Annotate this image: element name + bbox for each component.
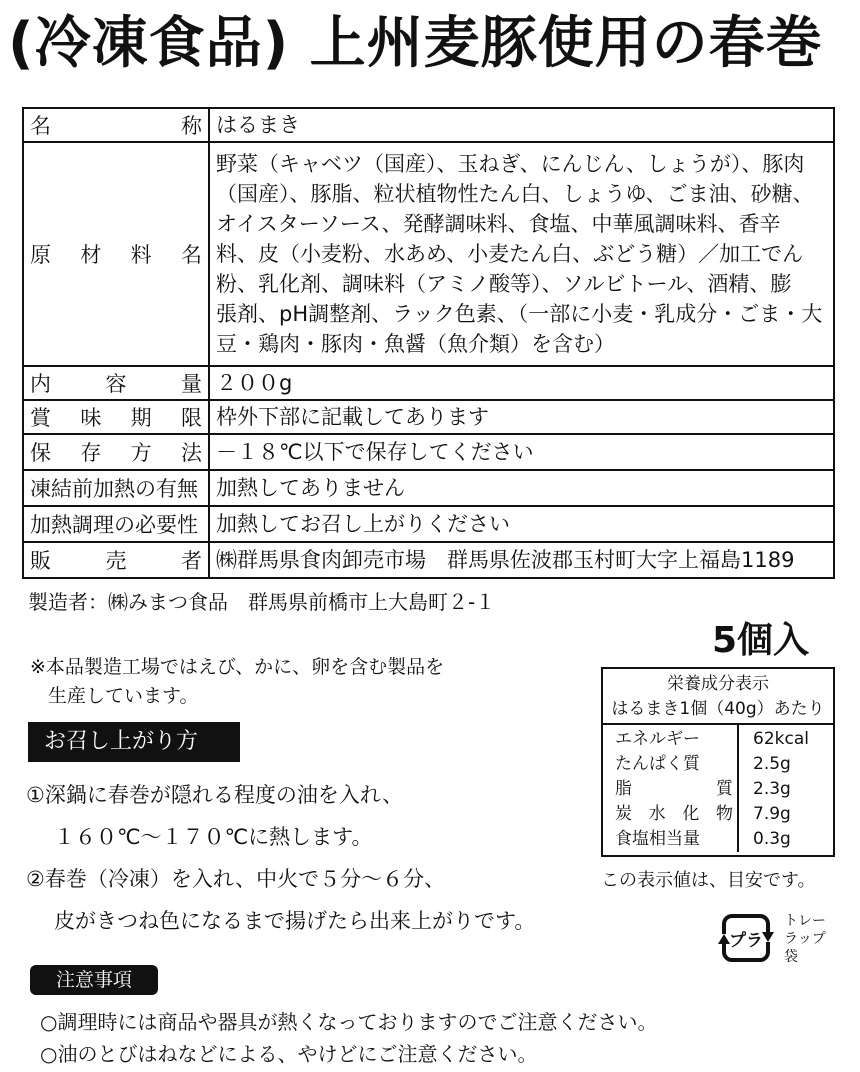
nutrition-labels — [603, 725, 739, 852]
piece-count: 5個入 — [712, 620, 810, 661]
manufacturer-text: 製造者：㈱みまつ食品 群馬県前橋市上大島町２-１ — [28, 590, 496, 614]
nutrition-value-energy: 62kcal — [753, 729, 809, 749]
recycle-label-bag: 袋 — [784, 949, 798, 965]
spec-key-expiry: 賞 味 期 限 — [23, 400, 209, 434]
nutrition-values — [739, 725, 833, 852]
nutrition-facts-table — [601, 667, 835, 857]
notice-line: ※本品製造工場ではえび、かに、卵を含む製品を — [30, 656, 445, 678]
howto-heading: お召し上がり方 — [28, 722, 240, 762]
nutrition-label-energy: エネルギー — [615, 729, 700, 749]
howto-step: １６０℃～１７０℃に熱します。 — [54, 825, 373, 849]
howto-step: ②春巻（冷凍）を入れ、中火で５分～６分、 — [26, 867, 446, 891]
nutrition-value-fat: 2.3g — [753, 779, 791, 799]
nutrition-label-char: 物 — [715, 804, 733, 824]
pla-recycle-icon — [718, 910, 774, 966]
spec-value-ingredients — [209, 142, 834, 366]
recycle-material-labels — [784, 912, 830, 966]
spec-value-preheat: 加熱してありません — [209, 470, 834, 506]
ingredients-line: （国産）、豚脂、粒状植物性たん白、しょうゆ、ごま油、砂糖、 — [216, 182, 814, 206]
product-spec-table — [22, 107, 835, 579]
spec-row-name — [23, 108, 834, 142]
nutrition-note: この表示値は、目安です。 — [601, 870, 816, 891]
spec-key-preheat: 凍結前加熱の有無 — [23, 470, 209, 506]
spec-value-content: ２００g — [209, 366, 834, 400]
nutrition-label-char: 質 — [716, 779, 733, 799]
nutrition-header — [603, 669, 833, 725]
caution-list — [40, 1006, 657, 1070]
spec-key-content: 内 容 量 — [23, 366, 209, 400]
nutrition-label-protein: たんぱく質 — [615, 754, 700, 774]
ingredients-line: オイスターソース、発酵調味料、食塩、中華風調味料、香辛 — [216, 212, 781, 236]
product-title: (冷凍食品) 上州麦豚使用の春巻 — [8, 11, 823, 76]
spec-key-seller: 販 売 者 — [23, 542, 209, 578]
spec-value-storage: －１８℃以下で保存してください — [209, 434, 834, 470]
spec-key-ingredients: 原 材 料 名 — [23, 142, 209, 366]
spec-row-expiry — [23, 400, 834, 434]
nutrition-label-salt: 食塩相当量 — [615, 829, 700, 849]
ingredients-line: 張剤、pH調整剤、ラック色素、（一部に小麦・乳成分・ごま・大 — [216, 302, 823, 326]
notice-line: 生産しています。 — [48, 685, 199, 707]
caution-heading: 注意事項 — [30, 965, 158, 995]
ingredients-line: 料、皮（小麦粉、水あめ、小麦たん白、ぶどう糖）／加工でん — [216, 242, 804, 266]
spec-value-expiry: 枠外下部に記載してあります — [209, 400, 834, 434]
ingredients-line: 豆・鶏肉・豚肉・魚醤（魚介類）を含む） — [216, 332, 615, 356]
spec-value-cooking: 加熱してお召し上がりください — [209, 506, 834, 542]
spec-value-name: はるまき — [209, 108, 834, 142]
nutrition-rows — [603, 725, 833, 852]
ingredients-line: 粉、乳化剤、調味料（アミノ酸等）、ソルビトール、酒精、膨 — [216, 272, 792, 296]
spec-row-seller — [23, 542, 834, 578]
spec-value-seller: ㈱群馬県食肉卸売市場 群馬県佐波郡玉村町大字上福島1189 — [209, 542, 834, 578]
allergen-notice — [30, 653, 444, 711]
nutrition-label-char: 脂 — [615, 779, 632, 799]
nutrition-label-char: 化 — [682, 804, 700, 824]
howto-step: ①深鍋に春巻が隠れる程度の油を入れ、 — [26, 783, 404, 807]
nutrition-title: 栄養成分表示 — [667, 674, 769, 694]
spec-row-ingredients — [23, 142, 834, 366]
nutrition-value-protein: 2.5g — [753, 754, 791, 774]
spec-key-name: 名 称 — [23, 108, 209, 142]
recycle-label-tray: トレー — [784, 913, 826, 929]
howto-step: 皮がきつね色になるまで揚げたら出来上がりです。 — [54, 909, 536, 933]
spec-row-storage — [23, 434, 834, 470]
caution-item: ○油のとびはねなどによる、やけどにご注意ください。 — [40, 1042, 538, 1066]
nutrition-label-carbs — [615, 802, 733, 827]
spec-key-storage: 保 存 方 法 — [23, 434, 209, 470]
nutrition-label-fat — [615, 777, 733, 802]
spec-row-content — [23, 366, 834, 400]
pla-mark-text: プラ — [729, 931, 763, 951]
spec-key-cooking: 加熱調理の必要性 — [23, 506, 209, 542]
recycle-label-wrap: ラップ — [784, 931, 826, 947]
ingredients-line: 野菜（キャベツ（国産）、玉ねぎ、にんじん、しょうが）、豚肉 — [216, 152, 805, 176]
nutrition-label-char: 炭 — [615, 804, 632, 824]
spec-row-cooking — [23, 506, 834, 542]
nutrition-subtitle: はるまき1個（40g）あたり — [611, 699, 825, 719]
nutrition-label-char: 水 — [648, 804, 666, 824]
nutrition-value-carbs: 7.9g — [753, 804, 791, 824]
howto-steps — [26, 774, 535, 942]
nutrition-value-salt: 0.3g — [753, 829, 791, 849]
caution-item: ○調理時には商品や器具が熱くなっておりますのでご注意ください。 — [40, 1010, 658, 1034]
spec-row-preheat — [23, 470, 834, 506]
